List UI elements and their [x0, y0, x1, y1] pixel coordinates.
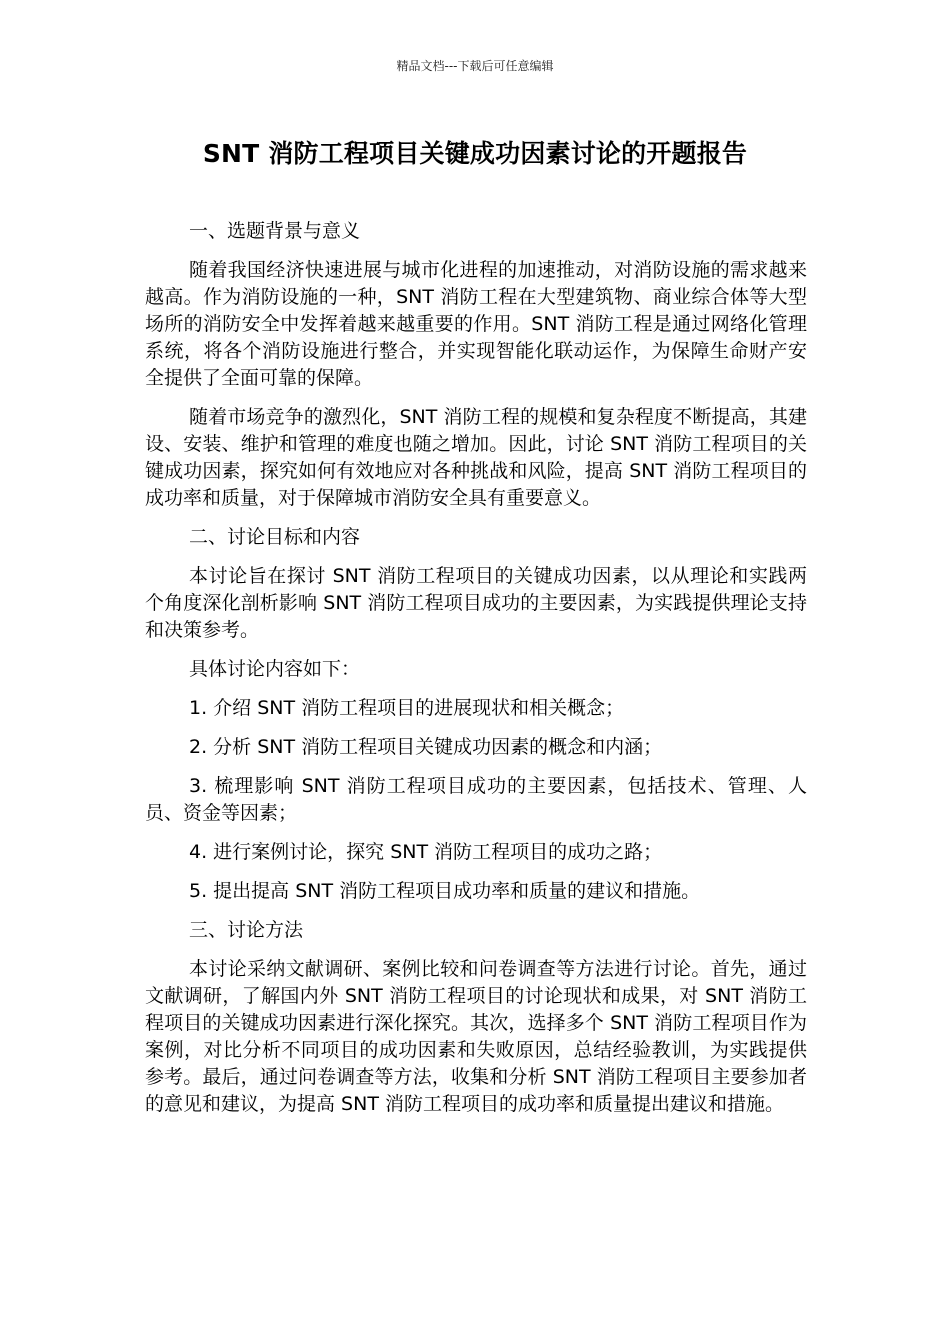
list-item-3: 3. 梳理影响 SNT 消防工程项目成功的主要因素，包括技术、管理、人员、资金等因素； [145, 775, 807, 824]
paragraph-background-2: 随着市场竞争的激烈化，SNT 消防工程的规模和复杂程度不断提高，其建设、安装、维护和管理的难度也随之增加。因此，讨论 SNT 消防工程项目的关键成功因素，探究如何有效地应对各种挑战和风险，提高 SNT 消防工程项目的成功率和质量，对于保障城市消防安全具有重要意义。 [145, 406, 807, 509]
section-heading-methods: 三、讨论方法 [189, 919, 304, 941]
list-item-2: 2. 分析 SNT 消防工程项目关键成功因素的概念和内涵； [189, 736, 663, 758]
document-title: SNT 消防工程项目关键成功因素讨论的开题报告 [202, 139, 748, 168]
section-heading-background: 一、选题背景与意义 [189, 220, 361, 242]
header-note: 精品文档---下载后可任意编辑 [396, 59, 554, 73]
list-item-5: 5. 提出提高 SNT 消防工程项目成功率和质量的建议和措施。 [189, 880, 701, 902]
list-item-1: 1. 介绍 SNT 消防工程项目的进展现状和相关概念； [189, 697, 625, 719]
paragraph-goals-1: 本讨论旨在探讨 SNT 消防工程项目的关键成功因素，以从理论和实践两个角度深化剖析影响 SNT 消防工程项目成功的主要因素，为实践提供理论支持和决策参考。 [145, 565, 807, 641]
section-heading-goals: 二、讨论目标和内容 [189, 526, 361, 548]
paragraph-background-1: 随着我国经济快速进展与城市化进程的加速推动，对消防设施的需求越来越高。作为消防设施的一种，SNT 消防工程在大型建筑物、商业综合体等大型场所的消防安全中发挥着越来越重要的作用。SNT 消防工程是通过网络化管理系统，将各个消防设施进行整合，并实现智能化联动运作，为保障生命财产安全提供了全面可靠的保障。 [145, 259, 807, 389]
paragraph-goals-intro: 具体讨论内容如下： [189, 658, 361, 680]
document-body [145, 218, 807, 1130]
list-item-4: 4. 进行案例讨论，探究 SNT 消防工程项目的成功之路； [189, 841, 663, 863]
paragraph-methods-1: 本讨论采纳文献调研、案例比较和问卷调查等方法进行讨论。首先，通过文献调研，了解国内外 SNT 消防工程项目的讨论现状和成果，对 SNT 消防工程项目的关键成功因素进行深化探究。其次，选择多个 SNT 消防工程项目作为案例，对比分析不同项目的成功因素和失败原因，总结经验教训，为实践提供参考。最后，通过问卷调查等方法，收集和分析 SNT 消防工程项目主要参加者的意见和建议，为提高 SNT 消防工程项目的成功率和质量提出建议和措施。 [145, 958, 807, 1115]
